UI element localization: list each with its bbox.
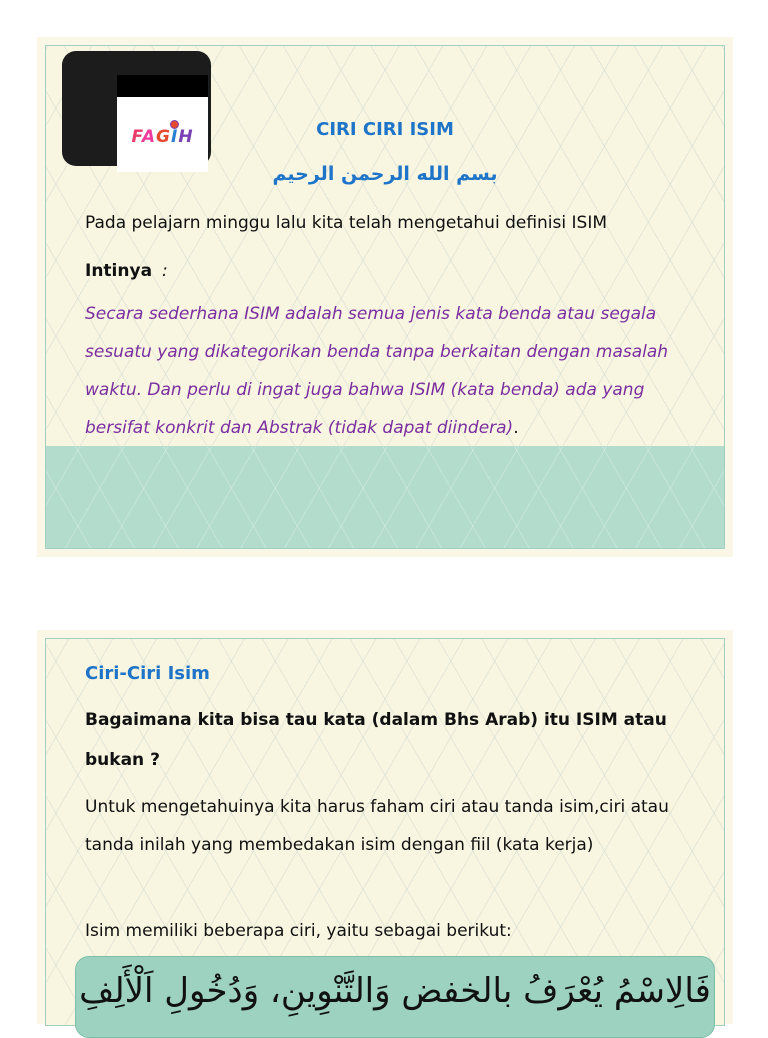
page-title: CIRI CIRI ISIM: [316, 119, 454, 140]
section-title: Ciri-Ciri Isim: [85, 663, 210, 684]
arabic-verse-box: [75, 956, 715, 1038]
logo-strip: [117, 75, 208, 97]
slide-1: [37, 37, 733, 557]
list-intro-paragraph: Isim memiliki beberapa ciri, yaitu sebagai berikut:: [85, 921, 512, 941]
slide-2: [37, 630, 733, 1024]
slide-1-bottom-band: [46, 446, 724, 548]
intinya-text: Intinya: [85, 261, 153, 281]
basmalah-heading: بسم الله الرحمن الرحيم: [272, 163, 498, 185]
definition-text: Secara sederhana ISIM adalah semua jenis kata benda atau segala sesuatu yang dikategorikan benda tanpa berkaitan dengan masalah waktu. Dan perlu di ingat juga bahwa ISIM (kata benda) ada yang bersifat konkrit dan Abstrak (tidak dapat diindera): [85, 304, 669, 438]
fagih-logo: [62, 51, 211, 166]
explanation-paragraph: Untuk mengetahuinya kita harus faham ciri atau tanda isim,ciri atau tanda inilah yang membedakan isim dengan fiil (kata kerja): [85, 797, 669, 855]
definition-end: .: [513, 418, 519, 438]
intinya-colon: :: [162, 261, 168, 281]
intinya-label: [85, 252, 685, 290]
intro-paragraph: Pada pelajarn minggu lalu kita telah mengetahui definisi ISIM: [85, 213, 608, 233]
arabic-verse: فَالِاسْمُ يُعْرَفُ بالخفض وَالتَّنْوِينِ، وَدُخُولِ اَلْأَلِفِ: [79, 971, 711, 1011]
question-paragraph: Bagaimana kita bisa tau kata (dalam Bhs Arab) itu ISIM atau bukan ?: [85, 710, 667, 770]
definition-paragraph: [85, 295, 685, 447]
logo-text: FAGIH: [131, 127, 194, 147]
